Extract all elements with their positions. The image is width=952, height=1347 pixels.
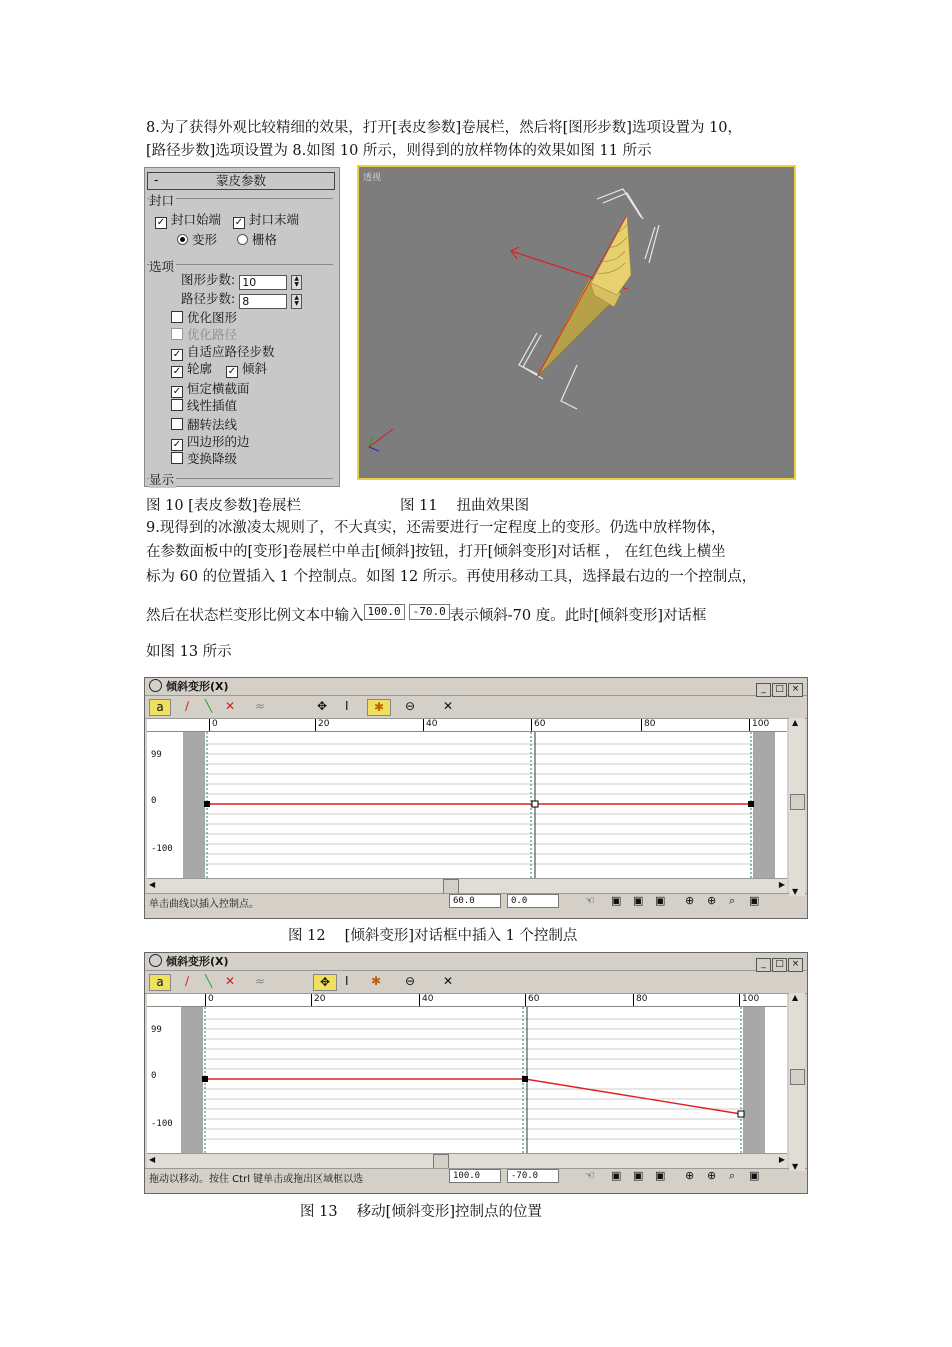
optimize-path-row xyxy=(171,325,237,343)
dialog-title: 倾斜变形(X) xyxy=(166,680,229,693)
pan-icon[interactable]: ☜ xyxy=(585,1169,595,1182)
inline-value-minus70: -70.0 xyxy=(409,604,450,620)
ruler-tick-80: 80 xyxy=(633,994,647,1006)
grid-label: 栅格 xyxy=(252,232,278,247)
curve-svg xyxy=(147,732,787,878)
path-steps-input[interactable]: 8 xyxy=(239,294,287,309)
paragraph-9-line3: 标为 60 的位置插入 1 个控制点。如图 12 所示。再使用移动工具，选择最右边的一个控制点， xyxy=(146,569,757,585)
banking-label: 倾斜 xyxy=(242,361,268,376)
morph-radio[interactable] xyxy=(177,234,188,245)
vertical-scrollbar[interactable] xyxy=(789,718,805,896)
shape-steps-label: 图形步数: xyxy=(181,272,236,287)
status-bar xyxy=(145,893,807,909)
ruler-tick-20: 20 xyxy=(311,994,325,1006)
ruler-tick-0: 0 xyxy=(205,994,214,1006)
skin-parameters-panel xyxy=(144,167,340,487)
value-field[interactable]: 0.0 xyxy=(507,894,559,908)
zoom-horizontal-extents-icon[interactable]: ▣ xyxy=(633,1169,644,1182)
y-label-minus100: -100 xyxy=(151,1119,173,1129)
scroll-left-icon[interactable]: ◀ xyxy=(149,880,156,889)
caption-figure-13: 图 13 移动[倾斜变形]控制点的位置 xyxy=(300,1204,542,1220)
curve-graph[interactable] xyxy=(147,1007,787,1153)
maximize-icon[interactable]: □ xyxy=(772,958,787,972)
rollout-title: 蒙皮参数 xyxy=(215,173,266,188)
scroll-right-icon[interactable]: ▶ xyxy=(778,1155,785,1164)
delete-control-point-icon[interactable]: ⊖ xyxy=(405,974,416,988)
ruler-tick-40: 40 xyxy=(419,994,433,1006)
optimize-shapes-checkbox[interactable] xyxy=(171,311,183,323)
cap-start-label: 封口始端 xyxy=(171,212,222,227)
value-field[interactable]: -70.0 xyxy=(507,1169,559,1183)
zoom-extents-icon[interactable]: ▣ xyxy=(611,1169,622,1182)
display-x-axis-icon[interactable]: ∕ xyxy=(185,699,190,713)
position-field[interactable]: 60.0 xyxy=(449,894,501,908)
move-control-point-icon[interactable]: ✥ xyxy=(317,699,328,713)
minimize-icon[interactable]: _ xyxy=(756,683,771,697)
optimize-shapes-row xyxy=(171,308,237,326)
dialog-title: 倾斜变形(X) xyxy=(166,955,229,968)
curve-graph[interactable] xyxy=(147,732,787,878)
zoom-vertical-icon[interactable]: ⊕ xyxy=(707,894,717,907)
cap-checkboxes-row xyxy=(155,210,299,229)
max-logo-icon xyxy=(149,954,162,967)
zoom-icon[interactable]: ⌕ xyxy=(729,1169,736,1182)
zoom-region-icon[interactable]: ▣ xyxy=(749,894,760,907)
scroll-thumb[interactable] xyxy=(433,1154,449,1169)
ruler-tick-0: 0 xyxy=(209,719,218,731)
bevel-deformation-dialog-13 xyxy=(144,952,808,1194)
lock-aspect-icon[interactable]: a xyxy=(149,974,171,991)
swap-curves-icon[interactable]: ≈ xyxy=(255,699,266,713)
lock-aspect-icon[interactable]: a xyxy=(149,699,171,716)
ruler-tick-20: 20 xyxy=(315,719,329,731)
cap-start-checkbox[interactable]: ✓ xyxy=(156,217,166,228)
constant-cross-label: 恒定横截面 xyxy=(187,381,250,396)
display-xy-axes-icon[interactable]: ✕ xyxy=(225,974,236,988)
horizontal-scrollbar[interactable] xyxy=(147,878,787,893)
ruler-tick-40: 40 xyxy=(423,719,437,731)
morph-label: 变形 xyxy=(192,232,218,247)
scroll-down-icon[interactable]: ▼ xyxy=(792,1162,799,1171)
dialog-toolbar xyxy=(145,971,807,994)
status-text: 拖动以移动。按住 Ctrl 键单击或拖出区域框以选 xyxy=(149,1174,364,1185)
position-field[interactable]: 100.0 xyxy=(449,1169,501,1183)
ruler-tick-80: 80 xyxy=(641,719,655,731)
zoom-horizontal-extents-icon[interactable]: ▣ xyxy=(633,894,644,907)
dialog-title-bar xyxy=(145,678,807,696)
collapse-icon[interactable]: - xyxy=(154,172,159,187)
vscroll-thumb[interactable] xyxy=(790,794,805,810)
shape-steps-input[interactable]: 10 xyxy=(239,275,287,290)
paragraph-9-line1: 9.现得到的冰激凌太规则了，不大真实，还需要进行一定程度上的变形。仍选中放样物体， xyxy=(146,520,726,536)
display-xy-axes-icon[interactable]: ✕ xyxy=(225,699,236,713)
capping-group-label: 封口 xyxy=(149,193,175,208)
cap-end-checkbox[interactable]: ✓ xyxy=(234,217,244,228)
swap-curves-icon[interactable]: ≈ xyxy=(255,974,266,988)
shape-steps-spinner[interactable]: ▲ ▼ xyxy=(291,275,302,290)
x-ruler xyxy=(147,719,787,732)
flip-normals-checkbox[interactable] xyxy=(171,418,183,430)
dialog-toolbar xyxy=(145,696,807,719)
banking-checkbox[interactable]: ✓ xyxy=(227,366,237,377)
cap-end-label: 封口末端 xyxy=(249,212,300,227)
dialog-title-bar xyxy=(145,953,807,971)
ruler-tick-100: 100 xyxy=(739,994,759,1006)
adaptive-path-label: 自适应路径步数 xyxy=(187,344,275,359)
reset-curve-icon[interactable]: ✕ xyxy=(443,974,454,988)
scroll-right-icon[interactable]: ▶ xyxy=(778,880,785,889)
y-label-minus100: -100 xyxy=(151,844,173,854)
zoom-horizontal-icon[interactable]: ⊕ xyxy=(685,1169,695,1182)
zoom-region-icon[interactable]: ▣ xyxy=(749,1169,760,1182)
paragraph-9-line2: 在参数面板中的[变形]卷展栏中单击[倾斜]按钮，打开[倾斜变形]对话框 ， 在红色线上横坐 xyxy=(146,544,726,560)
quad-sides-label: 四边形的边 xyxy=(187,434,250,449)
display-x-axis-icon[interactable]: ∕ xyxy=(185,974,190,988)
paragraph-9-line4 xyxy=(146,604,707,627)
display-group-label: 显示 xyxy=(149,472,175,487)
scroll-up-icon[interactable]: ▲ xyxy=(792,718,799,727)
scale-control-point-icon[interactable]: I xyxy=(345,974,349,988)
zoom-vertical-extents-icon[interactable]: ▣ xyxy=(655,1169,666,1182)
close-icon[interactable]: × xyxy=(788,683,803,697)
bevel-deformation-dialog-12 xyxy=(144,677,808,919)
vertical-scrollbar[interactable] xyxy=(789,993,805,1171)
contour-banking-row xyxy=(171,359,267,378)
zoom-icon[interactable]: ⌕ xyxy=(729,894,736,907)
close-icon[interactable]: × xyxy=(788,958,803,972)
paragraph-9-line5: 如图 13 所示 xyxy=(146,644,232,660)
x-ruler xyxy=(147,994,787,1007)
path-steps-row xyxy=(181,289,302,309)
paragraph-8-line2: [路径步数]选项设置为 8.如图 10 所示，则得到的放样物体的效果如图 11 所示 xyxy=(146,143,652,159)
max-logo-icon xyxy=(149,679,162,692)
paragraph-9-line4-start: 然后在状态栏变形比例文本中输入 xyxy=(146,608,364,624)
path-steps-spinner[interactable]: ▲ ▼ xyxy=(291,294,302,309)
transform-degrade-checkbox[interactable] xyxy=(171,452,183,464)
optimize-shapes-label: 优化图形 xyxy=(187,310,238,325)
path-steps-label: 路径步数: xyxy=(181,291,236,306)
caption-figure-12: 图 12 [倾斜变形]对话框中插入 1 个控制点 xyxy=(288,928,578,944)
viewport-label: 透视 xyxy=(363,173,382,183)
linear-interp-row xyxy=(171,396,237,414)
delete-control-point-icon[interactable]: ⊖ xyxy=(405,699,416,713)
transform-degrade-label: 变换降级 xyxy=(187,451,238,466)
optimize-path-label: 优化路径 xyxy=(187,327,238,342)
zoom-extents-icon[interactable]: ▣ xyxy=(611,894,622,907)
transform-degrade-row xyxy=(171,449,237,467)
cap-type-row xyxy=(177,230,277,248)
perspective-viewport[interactable] xyxy=(357,165,796,480)
scroll-thumb[interactable] xyxy=(443,879,459,894)
y-label-99: 99 xyxy=(151,1025,162,1035)
ruler-tick-100: 100 xyxy=(749,719,769,731)
curve-svg xyxy=(147,1007,787,1153)
optimize-path-checkbox[interactable] xyxy=(171,328,183,340)
insert-corner-point-icon[interactable]: ✱ xyxy=(371,974,382,988)
caption-figure-10: 图 10 [表皮参数]卷展栏 xyxy=(146,498,301,514)
horizontal-scrollbar[interactable] xyxy=(147,1153,787,1168)
grid-radio[interactable] xyxy=(237,234,248,245)
zoom-vertical-icon[interactable]: ⊕ xyxy=(707,1169,717,1182)
flip-normals-row xyxy=(171,415,237,433)
caption-figure-11: 图 11 扭曲效果图 xyxy=(400,498,530,514)
display-y-axis-icon[interactable]: ╲ xyxy=(205,699,213,713)
zoom-vertical-extents-icon[interactable]: ▣ xyxy=(655,894,666,907)
axis-tripod xyxy=(369,429,393,451)
y-label-0: 0 xyxy=(151,796,157,806)
vscroll-thumb[interactable] xyxy=(790,1069,805,1085)
rollout-title-bar[interactable] xyxy=(147,172,335,190)
zoom-horizontal-icon[interactable]: ⊕ xyxy=(685,894,695,907)
paragraph-9-line4-end: 表示倾斜-70 度。此时[倾斜变形]对话框 xyxy=(449,608,707,624)
move-control-point-icon[interactable]: ✥ xyxy=(313,974,337,991)
scale-control-point-icon[interactable]: I xyxy=(345,699,349,713)
insert-corner-point-icon[interactable]: ✱ xyxy=(367,699,391,716)
scroll-down-icon[interactable]: ▼ xyxy=(792,887,799,896)
status-text: 单击曲线以插入控制点。 xyxy=(149,899,259,910)
y-label-0: 0 xyxy=(151,1071,157,1081)
quad-sides-checkbox[interactable]: ✓ xyxy=(172,439,182,450)
status-bar xyxy=(145,1168,807,1184)
scroll-left-icon[interactable]: ◀ xyxy=(149,1155,156,1164)
contour-checkbox[interactable]: ✓ xyxy=(172,366,182,377)
maximize-icon[interactable]: □ xyxy=(772,683,787,697)
shape-steps-row xyxy=(181,270,302,290)
paragraph-8-line1: 8.为了获得外观比较精细的效果，打开[表皮参数]卷展栏，然后将[图形步数]选项设置为 10， xyxy=(146,120,743,136)
reset-curve-icon[interactable]: ✕ xyxy=(443,699,454,713)
cone-scene xyxy=(359,167,794,478)
display-y-axis-icon[interactable]: ╲ xyxy=(205,974,213,988)
inline-value-100: 100.0 xyxy=(364,604,405,620)
linear-interp-label: 线性插值 xyxy=(187,398,238,413)
options-group-label: 选项 xyxy=(149,259,175,274)
minimize-icon[interactable]: _ xyxy=(756,958,771,972)
y-label-99: 99 xyxy=(151,750,162,760)
linear-interp-checkbox[interactable] xyxy=(171,399,183,411)
contour-label: 轮廓 xyxy=(187,361,213,376)
pan-icon[interactable]: ☜ xyxy=(585,894,595,907)
ruler-tick-60: 60 xyxy=(525,994,539,1006)
scroll-up-icon[interactable]: ▲ xyxy=(792,993,799,1002)
flip-normals-label: 翻转法线 xyxy=(187,417,238,432)
constant-cross-checkbox[interactable]: ✓ xyxy=(172,386,182,397)
ruler-tick-60: 60 xyxy=(531,719,545,731)
adaptive-path-checkbox[interactable]: ✓ xyxy=(172,349,182,360)
